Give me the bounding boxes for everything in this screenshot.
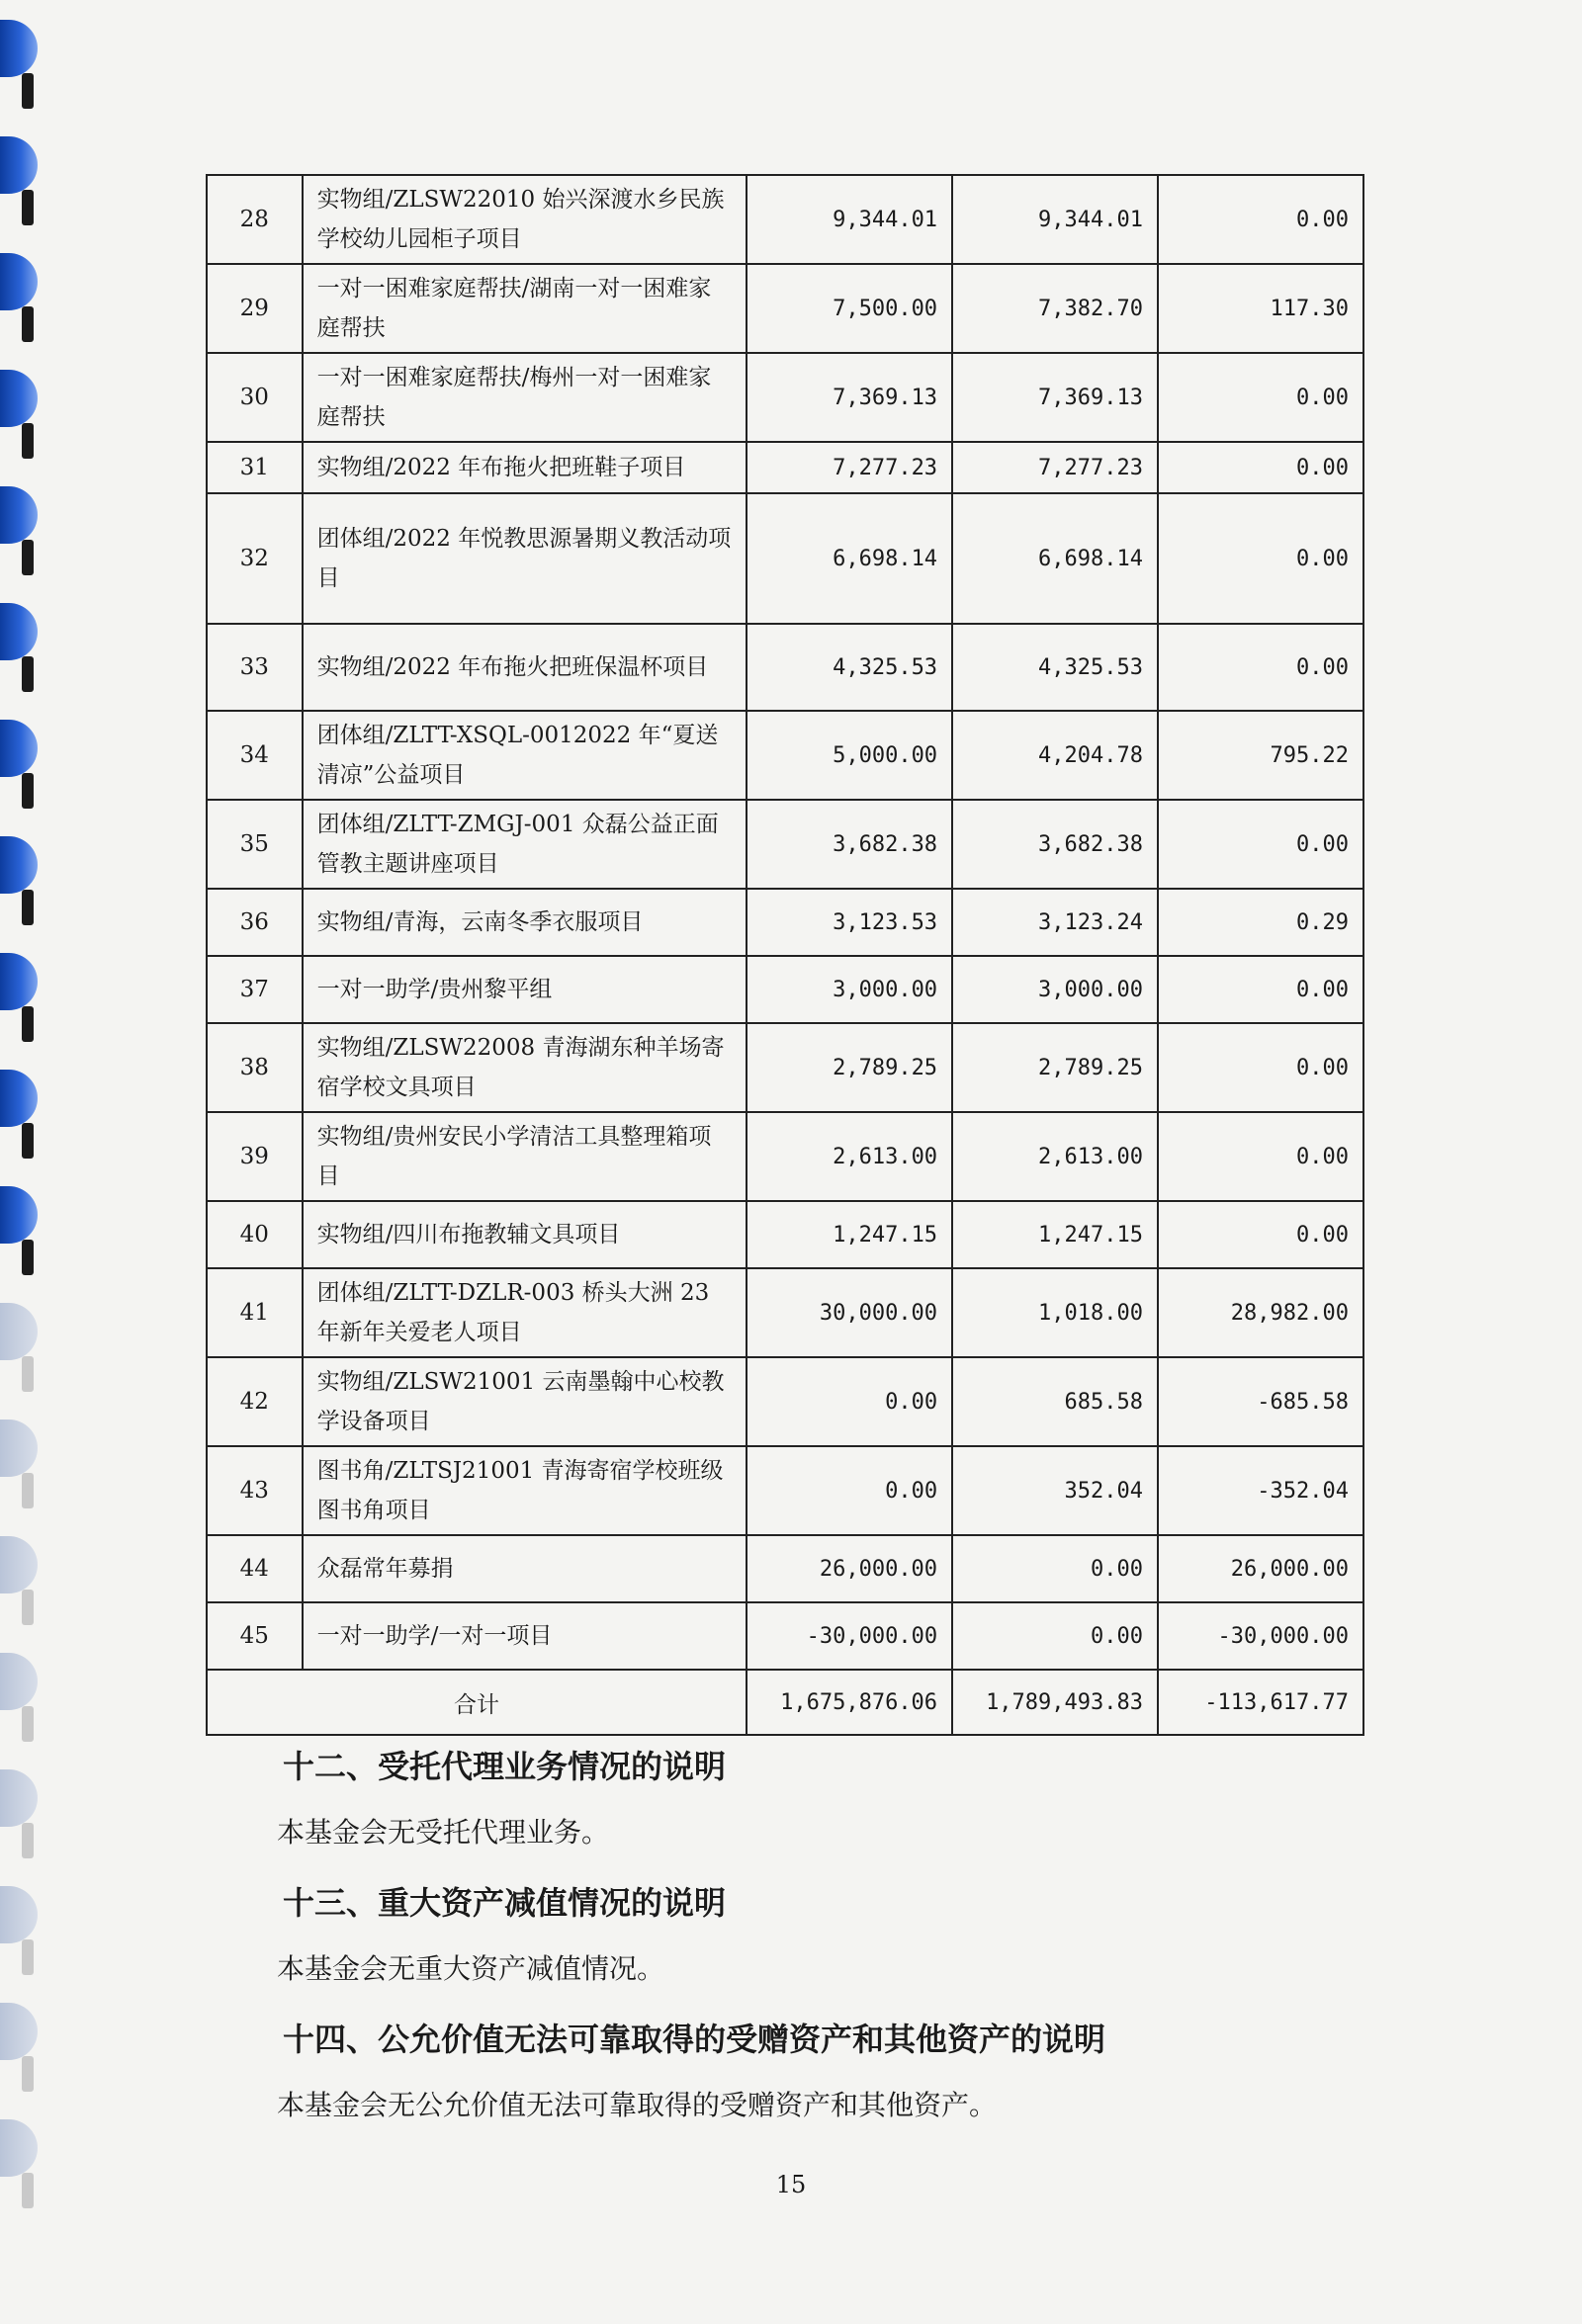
table-row	[207, 1446, 1363, 1535]
table-row	[207, 889, 1363, 956]
project-name: 实物组/ZLSW22010 始兴深渡水乡民族学校幼儿园柜子项目	[303, 175, 747, 264]
row-number: 32	[207, 493, 303, 624]
balance-cell: 0.00	[1158, 1112, 1363, 1201]
table-row	[207, 1535, 1363, 1602]
income-cell: 0.00	[747, 1357, 952, 1446]
row-number: 29	[207, 264, 303, 353]
balance-cell: -352.04	[1158, 1446, 1363, 1535]
binding-ring	[0, 253, 38, 310]
project-name: 实物组/贵州安民小学清洁工具整理箱项目	[303, 1112, 747, 1201]
binding-ring	[0, 953, 38, 1010]
balance-cell: 0.00	[1158, 1023, 1363, 1112]
binding-ring	[0, 1769, 38, 1827]
row-number: 37	[207, 956, 303, 1023]
expense-cell: 352.04	[952, 1446, 1158, 1535]
expense-cell: 7,277.23	[952, 442, 1158, 493]
balance-cell: -685.58	[1158, 1357, 1363, 1446]
row-number: 41	[207, 1268, 303, 1357]
project-name: 一对一困难家庭帮扶/湖南一对一困难家庭帮扶	[303, 264, 747, 353]
binding-ring	[0, 20, 38, 77]
project-ledger-table	[206, 174, 1364, 1736]
section-text-14: 本基金会无公允价值无法可靠取得的受赠资产和其他资产。	[277, 2089, 998, 2121]
project-name: 团体组/2022 年悦教思源暑期义教活动项目	[303, 493, 747, 624]
binding-hole	[22, 1123, 34, 1159]
project-name: 一对一助学/一对一项目	[303, 1602, 747, 1670]
project-name: 图书角/ZLTSJ21001 青海寄宿学校班级图书角项目	[303, 1446, 747, 1535]
balance-cell: 0.00	[1158, 624, 1363, 711]
binding-hole	[22, 1706, 34, 1742]
section-heading-14: 十四、公允价值无法可靠取得的受赠资产和其他资产的说明	[283, 2021, 1106, 2058]
binding-ring	[0, 1886, 38, 1943]
project-name: 一对一困难家庭帮扶/梅州一对一困难家庭帮扶	[303, 353, 747, 442]
balance-cell: 0.00	[1158, 493, 1363, 624]
income-cell: 30,000.00	[747, 1268, 952, 1357]
expense-cell: 1,247.15	[952, 1201, 1158, 1268]
section-text-12: 本基金会无受托代理业务。	[277, 1816, 610, 1849]
binding-hole	[22, 1006, 34, 1042]
binding-ring	[0, 720, 38, 777]
expense-cell: 0.00	[952, 1602, 1158, 1670]
income-cell: 6,698.14	[747, 493, 952, 624]
binding-hole	[22, 190, 34, 225]
binding-ring	[0, 1303, 38, 1360]
expense-cell: 3,682.38	[952, 800, 1158, 889]
table-row	[207, 493, 1363, 624]
binding-ring	[0, 1653, 38, 1710]
balance-cell: 0.00	[1158, 442, 1363, 493]
binding-ring	[0, 370, 38, 427]
balance-cell: 0.00	[1158, 353, 1363, 442]
income-cell: 7,369.13	[747, 353, 952, 442]
project-name: 实物组/2022 年布拖火把班鞋子项目	[303, 442, 747, 493]
project-name: 团体组/ZLTT-ZMGJ-001 众磊公益正面管教主题讲座项目	[303, 800, 747, 889]
section-heading-13: 十三、重大资产减值情况的说明	[283, 1884, 727, 1922]
income-cell: 9,344.01	[747, 175, 952, 264]
binding-ring	[0, 1070, 38, 1127]
binding-hole	[22, 1590, 34, 1625]
expense-cell: 1,018.00	[952, 1268, 1158, 1357]
table-row	[207, 1201, 1363, 1268]
balance-cell: 26,000.00	[1158, 1535, 1363, 1602]
binding-hole	[22, 1240, 34, 1275]
expense-cell: 2,789.25	[952, 1023, 1158, 1112]
project-name: 实物组/2022 年布拖火把班保温杯项目	[303, 624, 747, 711]
total-income: 1,675,876.06	[747, 1670, 952, 1735]
expense-cell: 2,613.00	[952, 1112, 1158, 1201]
table-row	[207, 353, 1363, 442]
income-cell: 3,682.38	[747, 800, 952, 889]
table-row	[207, 1357, 1363, 1446]
row-number: 43	[207, 1446, 303, 1535]
binding-ring	[0, 1186, 38, 1244]
total-row	[207, 1670, 1363, 1735]
income-cell: 3,000.00	[747, 956, 952, 1023]
income-cell: 7,500.00	[747, 264, 952, 353]
project-name: 团体组/ZLTT-DZLR-003 桥头大洲 23 年新年关爱老人项目	[303, 1268, 747, 1357]
spiral-binding	[0, 0, 45, 2324]
binding-hole	[22, 540, 34, 575]
row-number: 45	[207, 1602, 303, 1670]
income-cell: 26,000.00	[747, 1535, 952, 1602]
expense-cell: 6,698.14	[952, 493, 1158, 624]
binding-ring	[0, 2119, 38, 2177]
table-row	[207, 1023, 1363, 1112]
project-name: 一对一助学/贵州黎平组	[303, 956, 747, 1023]
expense-cell: 3,123.24	[952, 889, 1158, 956]
balance-cell: 28,982.00	[1158, 1268, 1363, 1357]
section-text-13: 本基金会无重大资产减值情况。	[277, 1952, 665, 1985]
income-cell: 2,613.00	[747, 1112, 952, 1201]
balance-cell: 0.00	[1158, 800, 1363, 889]
row-number: 30	[207, 353, 303, 442]
binding-ring	[0, 2003, 38, 2060]
table-row	[207, 1112, 1363, 1201]
row-number: 38	[207, 1023, 303, 1112]
binding-hole	[22, 890, 34, 925]
income-cell: 7,277.23	[747, 442, 952, 493]
table-row	[207, 442, 1363, 493]
expense-cell: 685.58	[952, 1357, 1158, 1446]
binding-ring	[0, 1420, 38, 1477]
balance-cell: 0.00	[1158, 175, 1363, 264]
row-number: 36	[207, 889, 303, 956]
row-number: 39	[207, 1112, 303, 1201]
binding-hole	[22, 656, 34, 692]
expense-cell: 7,369.13	[952, 353, 1158, 442]
section-heading-12: 十二、受托代理业务情况的说明	[283, 1748, 727, 1785]
balance-cell: 0.00	[1158, 956, 1363, 1023]
expense-cell: 7,382.70	[952, 264, 1158, 353]
balance-cell: -30,000.00	[1158, 1602, 1363, 1670]
row-number: 31	[207, 442, 303, 493]
table-row	[207, 264, 1363, 353]
page-number: 15	[775, 2171, 807, 2198]
table-row	[207, 1602, 1363, 1670]
row-number: 35	[207, 800, 303, 889]
project-name: 众磊常年募捐	[303, 1535, 747, 1602]
income-cell: 0.00	[747, 1446, 952, 1535]
binding-hole	[22, 423, 34, 459]
binding-hole	[22, 1939, 34, 1975]
binding-hole	[22, 1823, 34, 1858]
expense-cell: 3,000.00	[952, 956, 1158, 1023]
row-number: 28	[207, 175, 303, 264]
total-label: 合计	[207, 1670, 747, 1735]
table-row	[207, 711, 1363, 800]
project-name: 实物组/ZLSW21001 云南墨翰中心校教学设备项目	[303, 1357, 747, 1446]
project-name: 实物组/青海，云南冬季衣服项目	[303, 889, 747, 956]
table-row	[207, 175, 1363, 264]
binding-ring	[0, 1536, 38, 1593]
income-cell: 4,325.53	[747, 624, 952, 711]
expense-cell: 4,325.53	[952, 624, 1158, 711]
income-cell: -30,000.00	[747, 1602, 952, 1670]
income-cell: 5,000.00	[747, 711, 952, 800]
table-row	[207, 956, 1363, 1023]
project-name: 团体组/ZLTT-XSQL-0012022 年“夏送清凉”公益项目	[303, 711, 747, 800]
binding-hole	[22, 73, 34, 109]
row-number: 34	[207, 711, 303, 800]
balance-cell: 117.30	[1158, 264, 1363, 353]
binding-ring	[0, 486, 38, 544]
row-number: 42	[207, 1357, 303, 1446]
total-expense: 1,789,493.83	[952, 1670, 1158, 1735]
expense-cell: 9,344.01	[952, 175, 1158, 264]
table-row	[207, 624, 1363, 711]
table-row	[207, 800, 1363, 889]
expense-cell: 4,204.78	[952, 711, 1158, 800]
binding-hole	[22, 773, 34, 809]
table-row	[207, 1268, 1363, 1357]
row-number: 44	[207, 1535, 303, 1602]
project-name: 实物组/四川布拖教辅文具项目	[303, 1201, 747, 1268]
binding-ring	[0, 836, 38, 894]
income-cell: 1,247.15	[747, 1201, 952, 1268]
project-name: 实物组/ZLSW22008 青海湖东种羊场寄宿学校文具项目	[303, 1023, 747, 1112]
row-number: 33	[207, 624, 303, 711]
balance-cell: 0.29	[1158, 889, 1363, 956]
income-cell: 2,789.25	[747, 1023, 952, 1112]
binding-hole	[22, 2056, 34, 2092]
binding-hole	[22, 1473, 34, 1508]
total-balance: -113,617.77	[1158, 1670, 1363, 1735]
balance-cell: 0.00	[1158, 1201, 1363, 1268]
row-number: 40	[207, 1201, 303, 1268]
balance-cell: 795.22	[1158, 711, 1363, 800]
binding-ring	[0, 136, 38, 194]
binding-hole	[22, 306, 34, 342]
binding-ring	[0, 603, 38, 660]
binding-hole	[22, 1356, 34, 1392]
expense-cell: 0.00	[952, 1535, 1158, 1602]
income-cell: 3,123.53	[747, 889, 952, 956]
